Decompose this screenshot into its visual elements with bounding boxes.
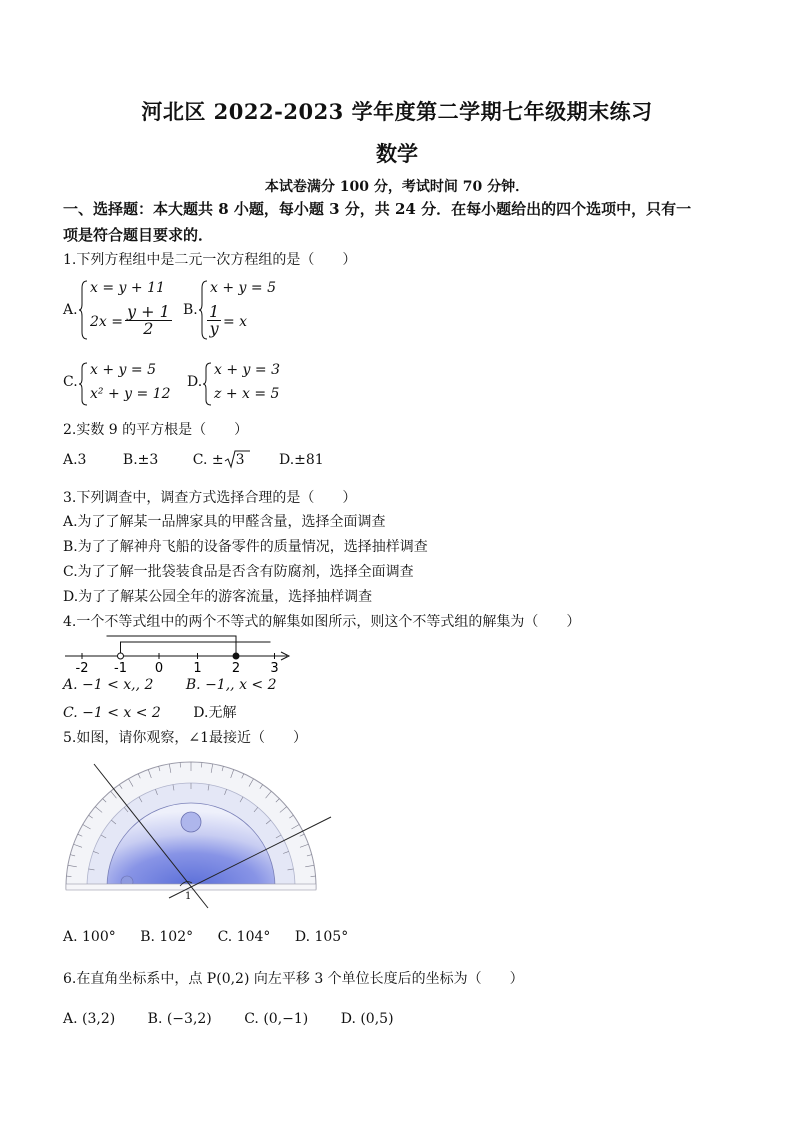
q1-stem: 1.下列方程组中是二元一次方程组的是（ ）	[63, 252, 357, 268]
q1-a-label: A.	[63, 302, 78, 318]
q1-d-brace-icon	[202, 362, 212, 406]
open-point-icon	[118, 653, 124, 659]
tick-label: 2	[231, 661, 241, 674]
q1-b-label: B.	[183, 302, 198, 318]
q5-protractor-figure	[63, 748, 335, 914]
q2-stem: 2.实数 9 的平方根是（ ）	[63, 422, 249, 438]
exam-title: 河北区 2022-2023 学年度第二学期七年级期末练习	[141, 99, 653, 124]
q4-option-c: C. −1 < x < 2	[63, 705, 161, 721]
q1-option-b	[183, 278, 303, 344]
q1-a-fraction	[125, 304, 172, 337]
q1-c-brace-icon	[78, 362, 88, 406]
section-heading-line2: 项是符合题目要求的．	[63, 226, 214, 244]
q1-d-label: D.	[187, 374, 203, 390]
q3-option-a: A.为了了解某一品牌家具的甲醛含量，选择全面调查	[63, 514, 386, 530]
q1-d-eq2: z + x = 5	[214, 386, 280, 402]
tick-label: 0	[154, 661, 164, 674]
q1-b-fraction	[207, 304, 221, 337]
q1-a-eq1: x = y + 11	[90, 280, 165, 296]
q6-option-b: B. (−3,2)	[147, 1011, 212, 1027]
q2-option-c-root: 3	[224, 452, 245, 468]
tick-label: 3	[270, 661, 279, 674]
q3-option-c: C.为了了解一批袋装食品是否含有防腐剂，选择全面调查	[63, 564, 414, 580]
interval-left-bar	[107, 636, 237, 656]
q1-b-eq2-right: = x	[223, 314, 248, 330]
q2-options	[63, 452, 324, 468]
q2-option-c-prefix: C. ±	[192, 452, 224, 468]
q1-b-eq1: x + y = 5	[210, 280, 276, 296]
q5-options	[63, 929, 348, 945]
q1-a-frac-den: 2	[143, 319, 154, 338]
tick-label: -1	[114, 661, 127, 674]
q5-stem: 5.如图，请你观察，∠1最接近（ ）	[63, 730, 307, 746]
q1-b-frac-den: y	[209, 319, 219, 338]
exam-note: 本试卷满分 100 分，考试时间 70 分钟．	[264, 179, 530, 195]
section-heading	[63, 196, 733, 248]
q4-option-b: B. −1,, x < 2	[185, 677, 277, 693]
q1-b-frac-num: 1	[209, 302, 220, 321]
q4-option-a: A. −1 < x,, 2	[63, 677, 154, 693]
q2-option-b: B.±3	[122, 452, 159, 468]
q1-c-eq1: x + y = 5	[90, 362, 156, 378]
q1-option-d	[187, 360, 307, 408]
q1-a-brace-icon	[78, 280, 88, 340]
tick-label: -2	[75, 661, 89, 674]
q6-stem: 6.在直角坐标系中，点 P(0,2) 向左平移 3 个单位长度后的坐标为（ ）	[63, 971, 524, 987]
q1-c-eq2: x² + y = 12	[90, 386, 171, 402]
interval-right-bar	[121, 642, 271, 656]
q6-option-d: D. (0,5)	[340, 1011, 394, 1027]
q4-options-row1	[63, 677, 277, 693]
q1-a-eq2-left: 2x =	[90, 314, 123, 330]
q3-option-b: B.为了了解神舟飞船的设备零件的质量情况，选择抽样调查	[63, 539, 428, 555]
q2-option-a: A.3	[63, 452, 87, 468]
q3-option-d: D.为了了解某公园全年的游客流量，选择抽样调查	[63, 589, 373, 605]
tick-label: 1	[193, 661, 202, 674]
protractor-center-mark-icon	[181, 812, 201, 832]
q4-number-line	[63, 632, 303, 674]
q6-option-c: C. (0,−1)	[244, 1011, 309, 1027]
q4-stem: 4.一个不等式组中的两个不等式的解集如图所示，则这个不等式组的解集为（ ）	[63, 614, 581, 630]
angle-label: 1	[185, 891, 192, 902]
q4-options-row2	[63, 702, 236, 722]
q4-option-d: D.无解	[193, 705, 237, 721]
subject-title: 数学	[376, 141, 418, 166]
q1-a-frac-num: y + 1	[127, 302, 170, 321]
q5-option-a: A. 100°	[63, 929, 116, 945]
q5-option-b: B. 102°	[140, 929, 194, 945]
q5-option-d: D. 105°	[294, 929, 349, 945]
q6-options	[63, 1011, 394, 1027]
q2-option-d: D.±81	[278, 452, 324, 468]
closed-point-icon	[233, 653, 239, 659]
q5-option-c: C. 104°	[217, 929, 271, 945]
q6-option-a: A. (3,2)	[63, 1011, 116, 1027]
section-heading-line1: 一、选择题：本大题共 8 小题，每小题 3 分，共 24 分．在每小题给出的四个选项中，只有一	[63, 200, 692, 218]
q1-c-label: C.	[63, 374, 78, 390]
q3-stem: 3.下列调查中，调查方式选择合理的是（ ）	[63, 490, 357, 506]
q1-d-eq1: x + y = 3	[214, 362, 280, 378]
